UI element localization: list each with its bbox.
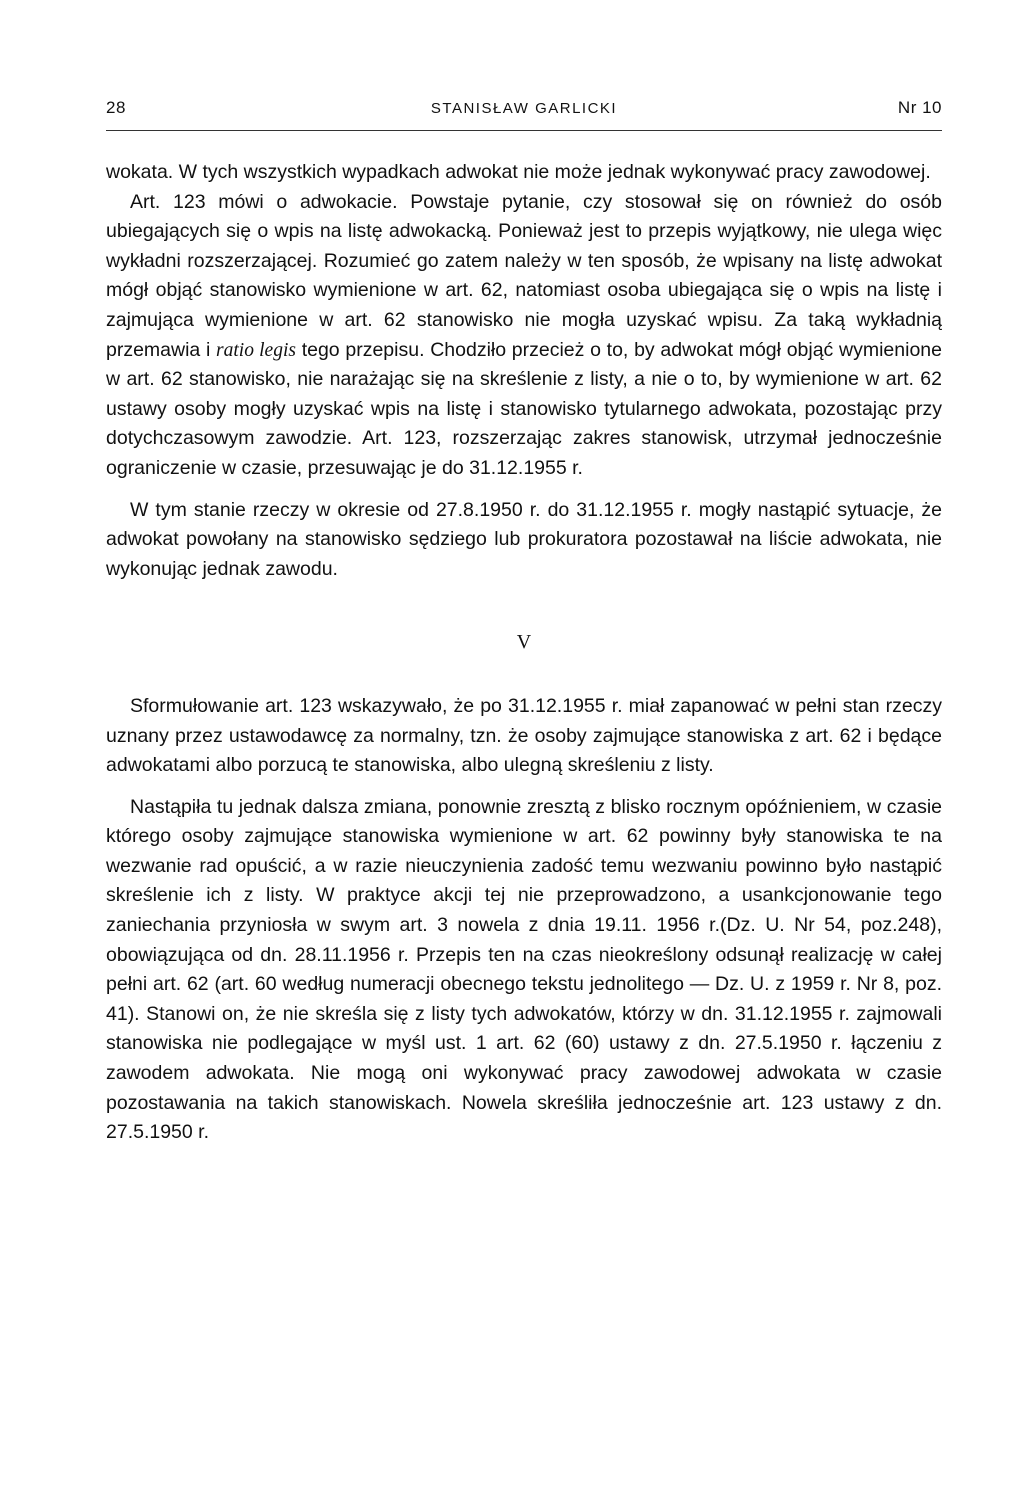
paragraph-amendment: Nastąpiła tu jednak dalsza zmiana, ponownie zresztą z blisko rocznym opóźnieniem, w czasie którego osoby zajmujące stanowiska wymienione w art. 62 powinny były stanowiska te na wezwanie rad opuścić, a w razie nieuczynienia zadość temu wezwaniu powinno było nastąpić skreślenie ich z listy. W praktyce akcji tej nie przeprowadzono, a usankcjonowanie tego zaniechania przyniosła w swym art. 3 nowela z dnia 19.11. 1956 r.(Dz. U. Nr 54, poz.248), obowiązująca od dn. 28.11.1956 r. Przepis ten na czas nieokreślony odsunął realizację w całej pełni art. 62 (art. 60 według numeracji obecnego tekstu jednolitego — Dz. U. z 1959 r. Nr 8, poz. 41). Stanowi on, że nie skreśla się z listy tych adwokatów, którzy w dn. 31.12.1955 r. zajmowali stanowiska nie podlegające w myśl ust. 1 art. 62 (60) ustawy z dn. 27.5.1950 r. łączeniu z zawodem adwokata. Nie mogą oni wykonywać pracy zawodowej adwokata w czasie pozostawania na takich stanowiskach. Nowela skreśliła jednocześnie art. 123 ustawy z dn. 27.5.1950 r. [106,795,942,1144]
running-header [106,98,942,128]
paragraph-art-123-part-a: Art. 123 mówi o adwokacie. Powstaje pytanie, czy stosował się on również do osób ubiegających się o wpis na listę adwokacką. Ponieważ jest to przepis wyjątkowy, nie ulega więc wykładni rozszerzającej. Rozumieć go zatem należy w ten sposób, że wpisany na listę adwokat mógł objąć stanowisko wymienione w art. 62, natomiast osoba ubiegająca się o wpis na listę i zajmująca wymienione w art. 62 stanowisko nie mogła uzyskać wpisu. Za taką wykładnią przemawia i [106,190,942,361]
paragraph-continuation: wokata. W tych wszystkich wypadkach adwokat nie może jednak wykonywać pracy zawodowej. [106,161,931,183]
page-number: 28 [106,98,126,117]
issue-number: Nr 10 [897,98,942,117]
body-text [106,158,942,1148]
paragraph-period: W tym stanie rzeczy w okresie od 27.8.1950 r. do 31.12.1955 r. mogły nastąpić sytuacje, że adwokat powołany na stanowisko sędziego lub prokuratora pozostawał na liście adwokata, nie wykonując jednak zawodu. [106,498,942,580]
header-rule [106,130,942,131]
paragraph-formulation: Sformułowanie art. 123 wskazywało, że po 31.12.1955 r. miał zapanować w pełni stan rzeczy uznany przez ustawodawcę za normalny, tzn. że osoby zajmujące stanowiska z art. 62 i będące adwokatami albo porzucą te stanowiska, albo ulegną skreśleniu z listy. [106,694,942,777]
running-title: STANISŁAW GARLICKI [430,100,618,117]
paragraph-art-123-part-b: tego przepisu. Chodziło przecież o to, by adwokat mógł objąć wymienione w art. 62 stanowisko, nie narażając się na skreślenie z listy, a nie o to, by wymienione w art. 62 ustawy osoby mogły uzyskać wpis na listę i stanowisko tytularnego adwokata, pozostając przy dotychczasowym zawodzie. Art. 123, rozszerzając zakres stanowisk, utrzymał jednocześnie ograniczenie w czasie, przesuwając je do 31.12.1955 r. [106,338,942,479]
section-heading: V [516,631,532,654]
ratio-legis-term: ratio legis [216,339,296,361]
paragraph-art-123 [106,188,942,484]
